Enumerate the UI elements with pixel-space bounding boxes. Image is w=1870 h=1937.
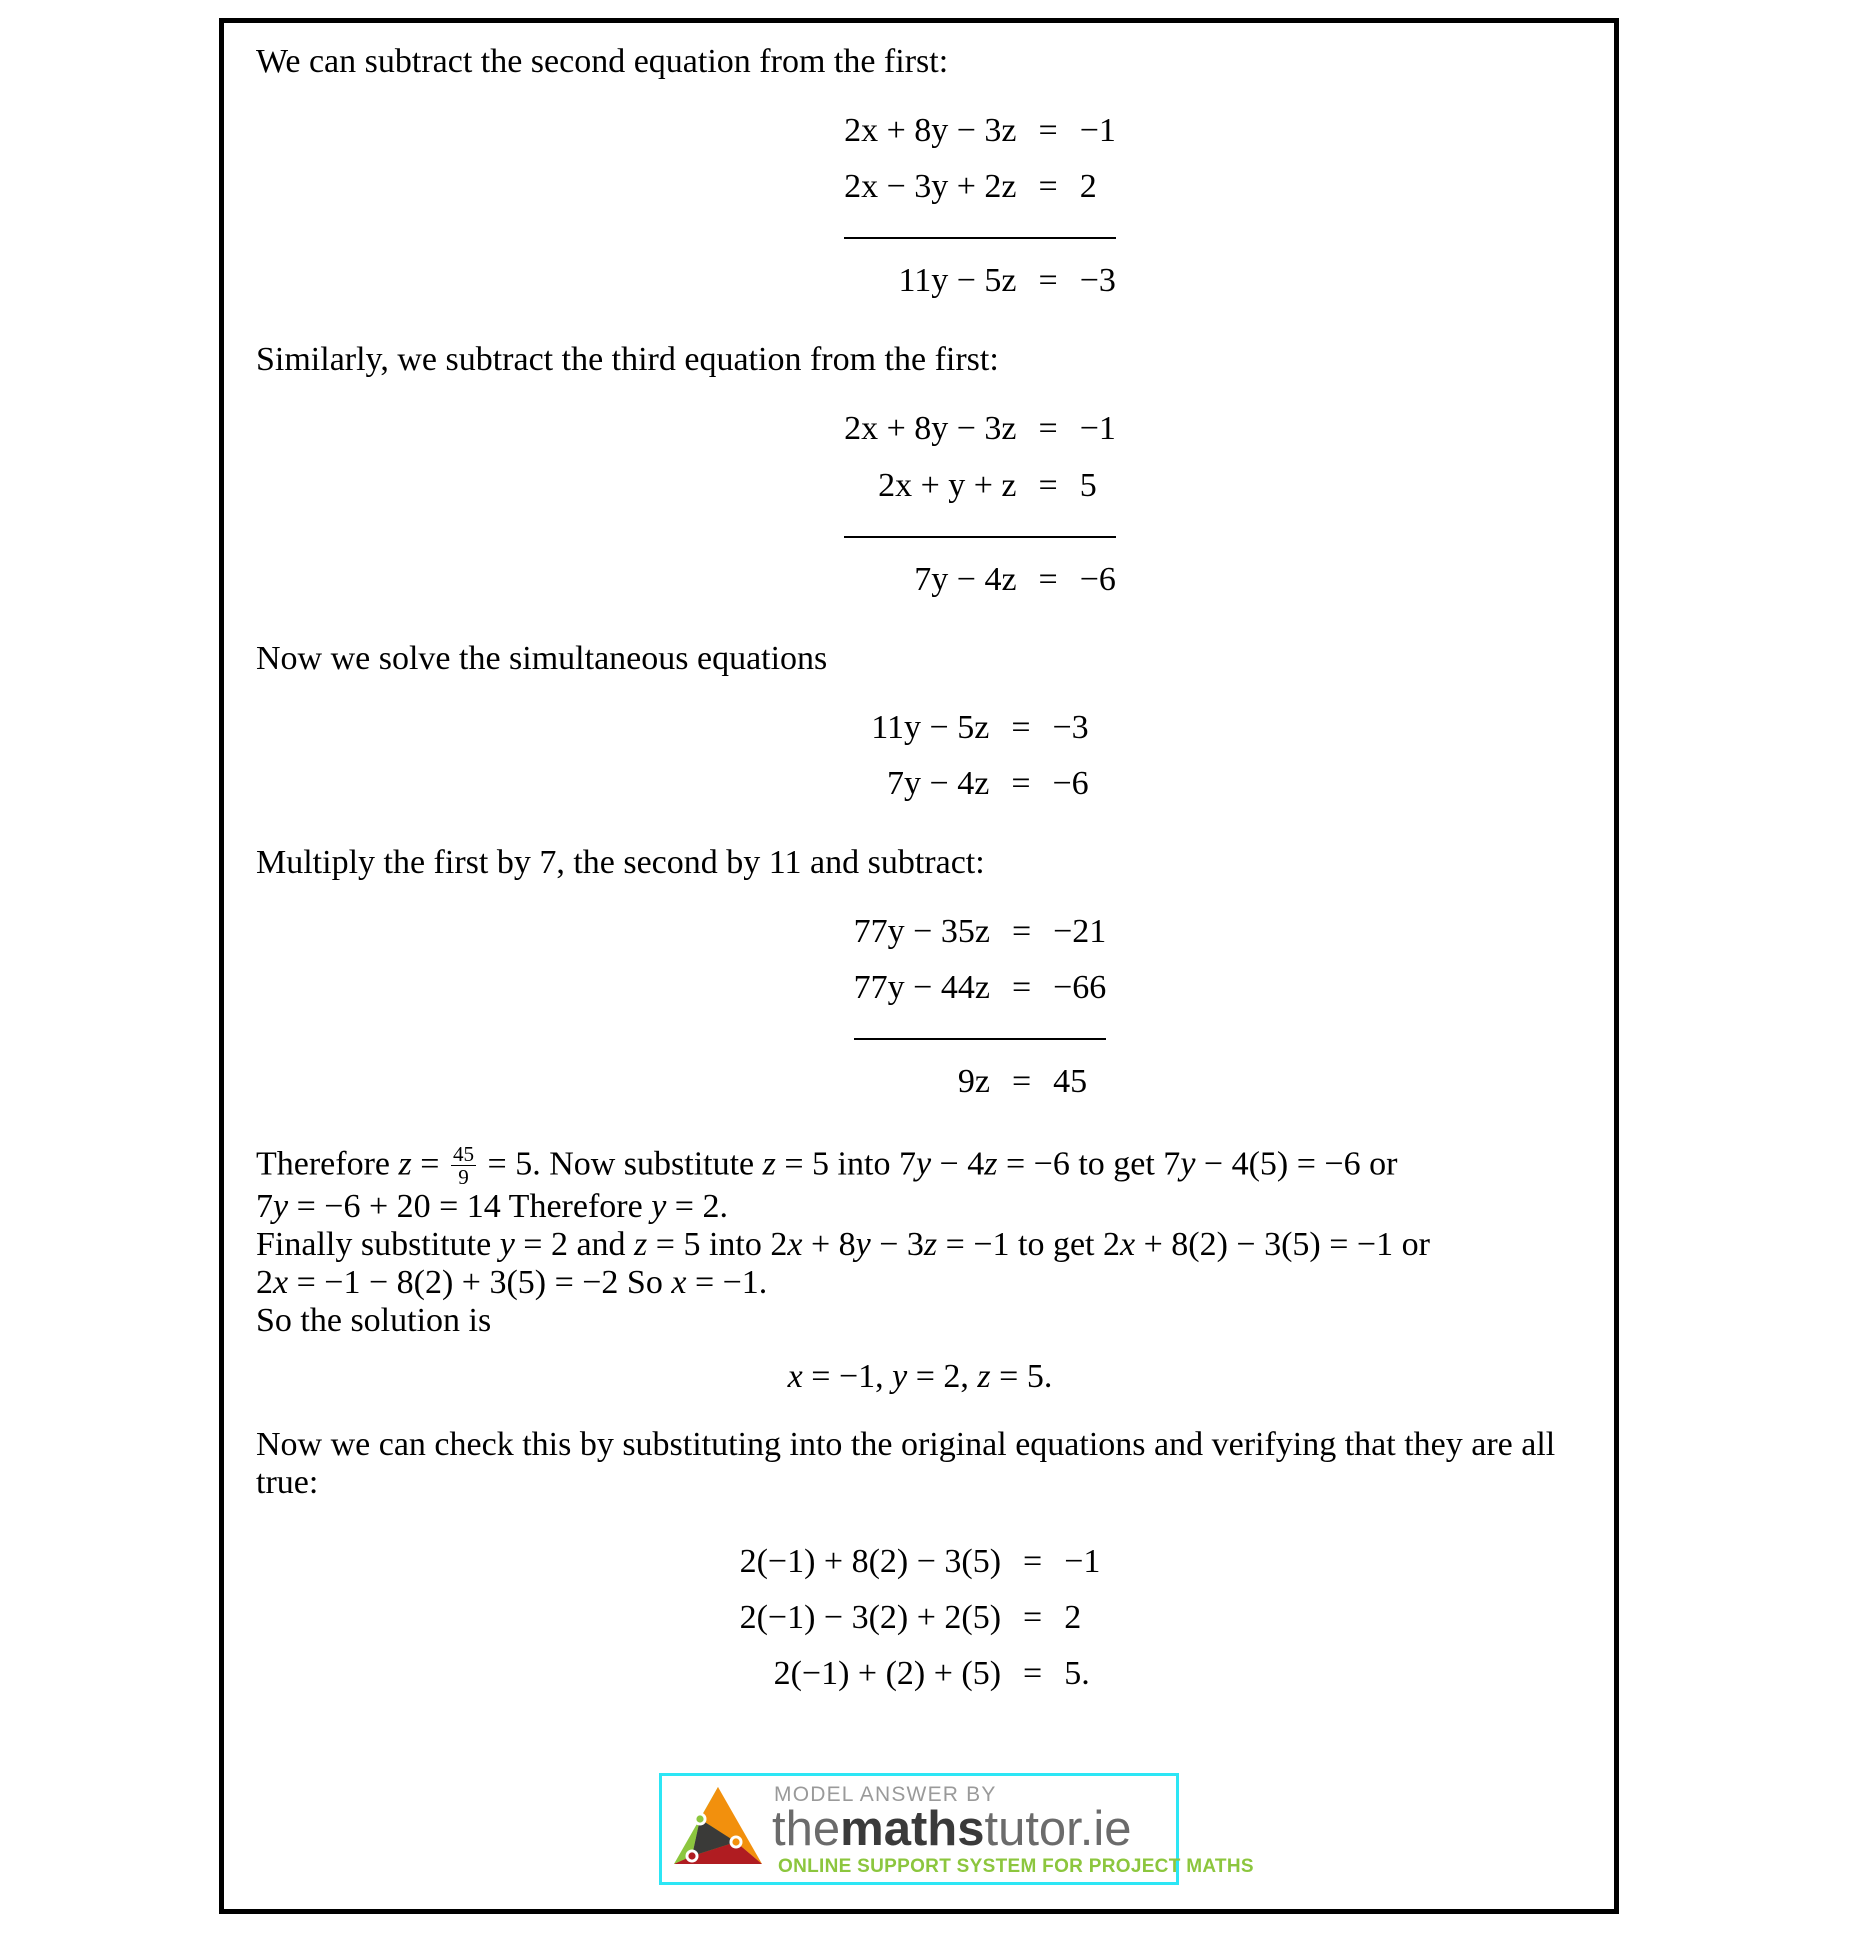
equation-rhs: −1 (1064, 1543, 1101, 1581)
logo-word-tutor: tutor.ie (984, 1802, 1132, 1857)
derivation-text: = 5 into 7 (775, 1145, 916, 1183)
equation-rhs: −21 (1053, 913, 1107, 951)
derivation-text: = −6 + 20 = 14 Therefore (288, 1187, 652, 1225)
variable-z: z (398, 1145, 412, 1183)
spacer (256, 1103, 1584, 1143)
variable-x: x (787, 1358, 803, 1396)
equation-block-1 (376, 111, 1584, 301)
spacer (256, 882, 1584, 912)
derivation-text: = −1 − 8(2) + 3(5) = −2 So (288, 1263, 672, 1301)
spacer (256, 1502, 1584, 1542)
equation-relation: = (1023, 1599, 1043, 1637)
derivation-text: Finally substitute (256, 1225, 500, 1263)
variable-z: z (634, 1225, 648, 1263)
triangle-logo-icon (670, 1784, 766, 1877)
spacer (256, 81, 1584, 111)
equation-rhs: −3 (1052, 708, 1089, 746)
solution-text: = −1, (802, 1358, 893, 1396)
derivation-text: 7 (256, 1187, 273, 1225)
paragraph-intro-1: We can subtract the second equation from the first: (256, 43, 949, 80)
equation-relation: = (1023, 1655, 1043, 1693)
equation-rhs: 5. (1064, 1655, 1090, 1693)
derivation-text: + 8(2) − 3(5) = −1 or (1135, 1225, 1430, 1263)
equation-rhs: −6 (1052, 765, 1089, 802)
model-answer-logo-badge[interactable] (659, 1773, 1254, 1885)
variable-y: y (915, 1145, 932, 1183)
logo-wordmark (772, 1802, 1254, 1857)
derivation-text: − 4(5) = −6 or (1195, 1145, 1398, 1183)
variable-z: z (984, 1145, 998, 1183)
solution-equation (256, 1358, 1584, 1396)
equation-rhs: 5 (1079, 466, 1097, 504)
derivation-text: 2 (256, 1263, 273, 1301)
derivation-text: − 3 (870, 1225, 924, 1263)
equation-result-rhs: 45 (1053, 1063, 1088, 1101)
equation-lhs: 2x + 8y − 3z (844, 112, 1017, 150)
logo-kicker: MODEL ANSWER BY (774, 1783, 997, 1807)
equation-result-lhs: 7y − 4z (914, 560, 1017, 598)
derivation-text: − 4 (931, 1145, 985, 1183)
equation-relation: = (1038, 168, 1058, 206)
logo-tagline: ONLINE SUPPORT SYSTEM FOR PROJECT MATHS (778, 1856, 1254, 1877)
derivation-text: = −1. (686, 1263, 768, 1301)
equation-lhs: 77y − 44z (853, 969, 990, 1007)
document-content (256, 43, 1584, 1899)
logo-word-the: the (772, 1802, 841, 1857)
equation-lhs: 2x − 3y + 2z (844, 168, 1017, 206)
spacer (256, 804, 1584, 844)
paragraph-intro-4: Multiply the first by 7, the second by 11 and subtract: (256, 844, 985, 882)
derivation-text: = 5. Now substitute (479, 1145, 763, 1183)
equation-result-relation: = (1038, 560, 1058, 598)
equation-block-4 (376, 912, 1584, 1102)
fraction-denominator: 9 (451, 1165, 476, 1188)
equation-result-lhs: 11y − 5z (898, 262, 1017, 300)
derivation-text: Therefore (256, 1145, 399, 1183)
variable-x: x (273, 1263, 289, 1301)
variable-x: x (1120, 1225, 1136, 1263)
variable-x: x (671, 1263, 687, 1301)
solution-text: = 5. (990, 1358, 1053, 1396)
equation-result-rhs: −3 (1079, 262, 1116, 300)
variable-z: z (762, 1145, 776, 1183)
equation-relation: = (1038, 112, 1058, 150)
paragraph-derivation-line-4 (256, 1264, 1584, 1302)
derivation-text: + 8 (802, 1225, 856, 1263)
fraction-45-over-9 (451, 1143, 476, 1188)
derivation-text: = 2. (666, 1187, 728, 1225)
fraction-numerator: 45 (452, 1141, 475, 1166)
equation-result-relation: = (1011, 1063, 1032, 1101)
paragraph-intro-3: Now we solve the simultaneous equations (256, 639, 828, 677)
variable-y: y (273, 1187, 289, 1225)
variable-y: y (892, 1358, 908, 1396)
variable-x: x (787, 1225, 803, 1263)
logo-text-group (772, 1782, 1254, 1878)
equation-lhs: 2x + y + z (878, 466, 1017, 504)
equation-subtraction-rule (844, 237, 1116, 239)
spacer (256, 1396, 1584, 1426)
equation-lhs: 77y − 35z (853, 913, 990, 951)
equation-rhs: 2 (1079, 168, 1097, 206)
equation-subtraction-rule (854, 1038, 1107, 1040)
spacer (256, 600, 1584, 640)
equation-result-lhs: 9z (957, 1063, 990, 1101)
derivation-text: = −6 to get 7 (997, 1145, 1181, 1183)
spacer (256, 1340, 1584, 1358)
derivation-text: = (411, 1145, 448, 1183)
equation-block-verification (256, 1542, 1584, 1694)
spacer (256, 301, 1584, 341)
paragraph-intro-2: Similarly, we subtract the third equation from the first: (256, 341, 999, 379)
variable-y: y (1180, 1145, 1196, 1183)
logo-box[interactable] (659, 1773, 1254, 1885)
equation-relation: = (1038, 410, 1058, 448)
solution-text: = 2, (907, 1358, 978, 1396)
variable-y: y (855, 1225, 871, 1263)
paragraph-check-intro: Now we can check this by substituting into the original equations and verifying that they are all true: (256, 1426, 1556, 1502)
equation-lhs: 2x + 8y − 3z (844, 410, 1017, 448)
equation-lhs: 2(−1) + 8(2) − 3(5) (739, 1543, 1002, 1581)
paragraph-derivation-line-3 (256, 1226, 1584, 1264)
spacer (256, 678, 1584, 708)
paragraph-derivation-line-2 (256, 1188, 1584, 1226)
equation-lhs: 2(−1) + (2) + (5) (773, 1655, 1002, 1693)
equation-rhs: −1 (1079, 112, 1116, 150)
derivation-text: = −1 to get 2 (937, 1225, 1120, 1263)
paragraph-solution-lead: So the solution is (256, 1302, 492, 1339)
equation-rhs: −1 (1079, 410, 1116, 448)
equation-result-relation: = (1038, 262, 1058, 300)
equation-rhs: 2 (1064, 1599, 1082, 1637)
equation-lhs: 7y − 4z (887, 765, 990, 802)
variable-z: z (923, 1225, 938, 1263)
equation-relation: = (1038, 466, 1058, 504)
logo-word-maths: maths (840, 1802, 985, 1857)
variable-y: y (651, 1187, 667, 1225)
equation-relation: = (1011, 969, 1032, 1007)
variable-y: y (499, 1225, 515, 1263)
equation-rhs: −66 (1053, 969, 1107, 1007)
equation-block-2 (376, 409, 1584, 599)
equation-result-rhs: −6 (1079, 560, 1116, 598)
variable-z: z (977, 1358, 991, 1396)
equation-relation: = (1011, 708, 1031, 746)
derivation-text: = 5 into 2 (647, 1225, 788, 1263)
equation-relation: = (1011, 913, 1032, 951)
equation-block-3 (376, 708, 1584, 804)
derivation-text: = 2 and (514, 1225, 635, 1263)
document-page-border (219, 18, 1619, 1914)
spacer (256, 379, 1584, 409)
equation-relation: = (1023, 1543, 1043, 1581)
equation-lhs: 2(−1) − 3(2) + 2(5) (739, 1599, 1002, 1637)
equation-lhs: 11y − 5z (871, 708, 990, 746)
paragraph-derivation-line-1 (256, 1143, 1584, 1188)
equation-subtraction-rule (844, 536, 1116, 538)
equation-relation: = (1011, 765, 1031, 802)
